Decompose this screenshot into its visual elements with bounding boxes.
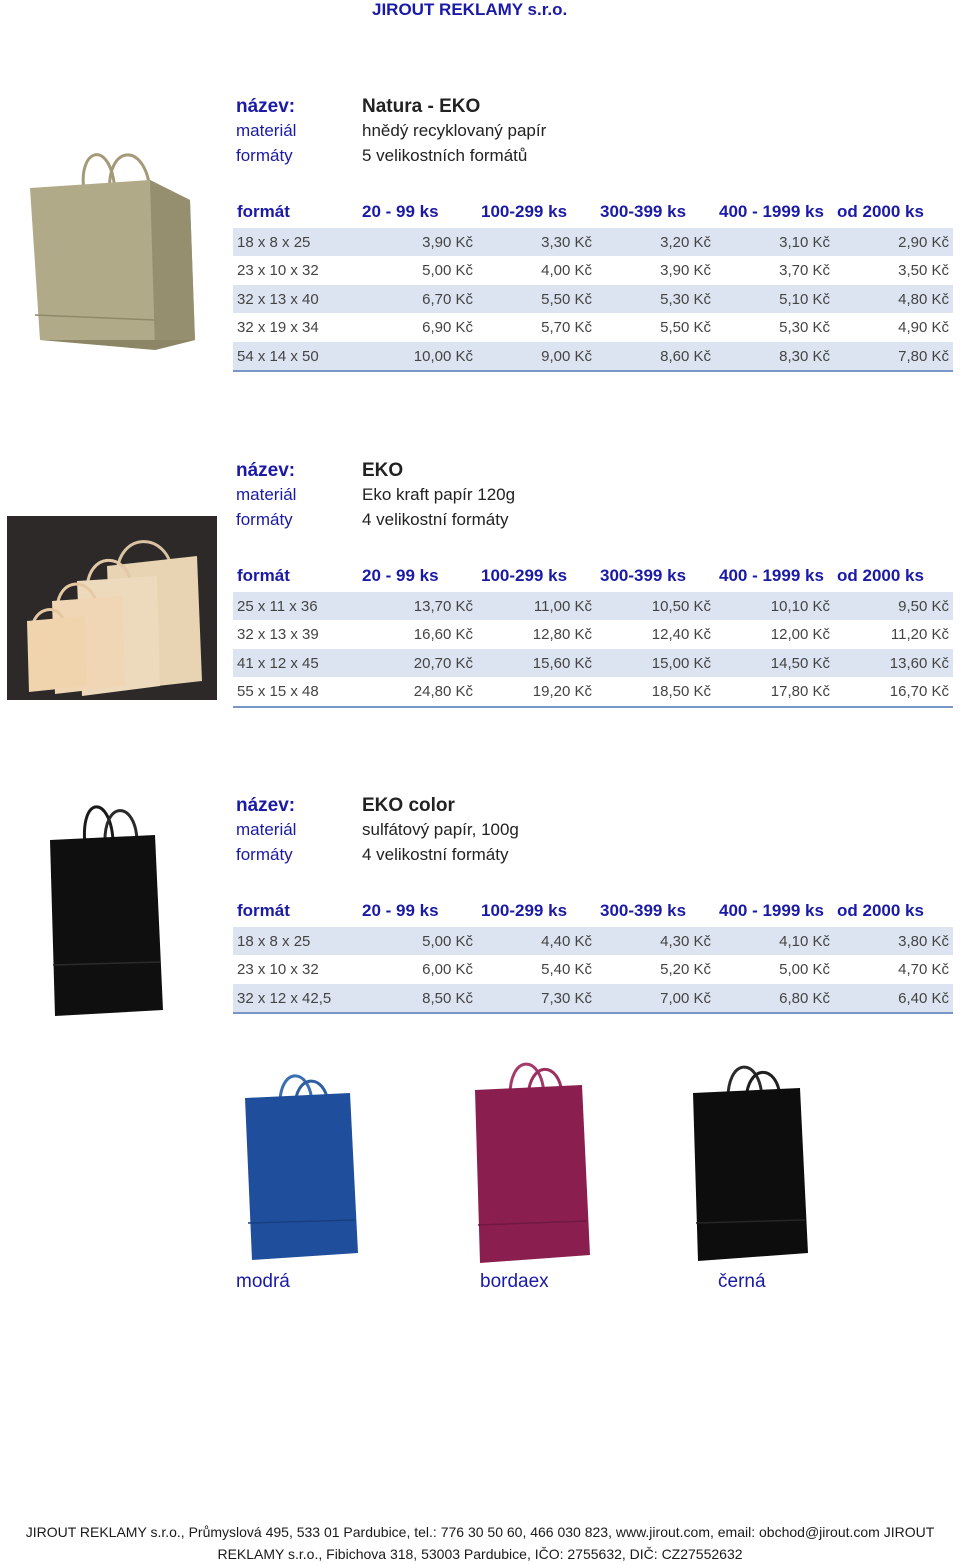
cell-format: 32 x 13 x 39 [237, 626, 319, 643]
cell-price: 8,50 Kč [422, 989, 473, 1007]
cell-price: 5,30 Kč [779, 319, 830, 336]
cell-price: 6,00 Kč [422, 961, 473, 978]
cell-price: 5,00 Kč [422, 932, 473, 950]
info-formats-key: formáty [236, 146, 293, 165]
blue-bag-image [240, 1068, 365, 1263]
cell-price: 3,20 Kč [660, 233, 711, 251]
table-header [233, 563, 953, 592]
info-name-value: EKO color [362, 795, 455, 816]
cell-price: 4,80 Kč [898, 290, 949, 308]
color-label-bordeaux: bordaex [480, 1271, 549, 1292]
cell-price: 14,50 Kč [770, 654, 830, 672]
table-row [233, 256, 953, 285]
table-row [233, 927, 953, 956]
info-material-key: materiál [236, 121, 297, 140]
info-formats-value: 5 velikostních formátů [362, 146, 528, 165]
cell-price: 4,30 Kč [660, 932, 711, 950]
info-name-key: název: [236, 96, 296, 117]
cell-price: 4,90 Kč [898, 319, 949, 336]
table-row [233, 592, 953, 621]
cell-price: 8,60 Kč [660, 347, 711, 365]
cell-price: 5,00 Kč [422, 262, 473, 279]
footer-line-2: REKLAMY s.r.o., Fibichova 318, 53003 Pardubice, IČO: 2755632, DIČ: CZ27552632 [217, 1546, 743, 1562]
col-qty-5: od 2000 ks [837, 566, 924, 585]
cell-price: 15,00 Kč [651, 654, 711, 672]
cell-price: 11,00 Kč [533, 597, 592, 615]
col-qty-4: 400 - 1999 ks [719, 202, 824, 221]
cell-price: 3,90 Kč [422, 233, 473, 251]
table-header [233, 199, 953, 228]
cell-price: 3,10 Kč [779, 233, 830, 251]
cell-price: 18,50 Kč [651, 683, 711, 700]
table-row [233, 677, 953, 708]
cell-price: 6,80 Kč [779, 989, 830, 1007]
cell-format: 54 x 14 x 50 [237, 347, 319, 365]
col-qty-4: 400 - 1999 ks [719, 901, 824, 920]
cell-price: 13,60 Kč [889, 654, 949, 672]
info-material-value: Eko kraft papír 120g [362, 485, 516, 504]
col-format: formát [237, 202, 290, 221]
eko-color-black-bag-image [45, 800, 170, 1018]
col-qty-1: 20 - 99 ks [362, 202, 439, 221]
info-formats-key: formáty [236, 510, 293, 529]
cell-price: 7,80 Kč [898, 347, 949, 365]
cell-price: 6,90 Kč [422, 319, 473, 336]
natura-bag-image [30, 140, 200, 372]
cell-format: 18 x 8 x 25 [237, 233, 311, 251]
color-label-blue: modrá [236, 1271, 290, 1292]
cell-format: 32 x 13 x 40 [237, 290, 319, 308]
table-row [233, 955, 953, 984]
col-qty-1: 20 - 99 ks [362, 901, 439, 920]
cell-price: 10,50 Kč [651, 597, 711, 615]
col-format: formát [237, 566, 290, 585]
table-row [233, 313, 953, 342]
cell-price: 4,10 Kč [779, 932, 830, 950]
table-row [233, 620, 953, 649]
cell-price: 6,40 Kč [898, 989, 949, 1007]
color-label-black: černá [718, 1271, 766, 1292]
cell-price: 16,70 Kč [889, 683, 949, 700]
cell-format: 25 x 11 x 36 [237, 597, 318, 615]
eko-info [236, 460, 656, 535]
cell-price: 3,30 Kč [541, 233, 592, 251]
cell-price: 10,00 Kč [413, 347, 473, 365]
table-header [233, 898, 953, 927]
cell-price: 12,40 Kč [651, 626, 711, 643]
col-qty-2: 100-299 ks [481, 901, 568, 920]
col-qty-4: 400 - 1999 ks [719, 566, 824, 585]
col-qty-1: 20 - 99 ks [362, 566, 439, 585]
cell-format: 23 x 10 x 32 [237, 262, 319, 279]
cell-price: 5,50 Kč [541, 290, 592, 308]
cell-price: 16,60 Kč [413, 626, 473, 643]
info-material-key: materiál [236, 485, 297, 504]
cell-price: 11,20 Kč [890, 626, 949, 643]
col-qty-2: 100-299 ks [481, 566, 568, 585]
info-name-value: EKO [362, 460, 404, 481]
cell-price: 5,10 Kč [779, 290, 830, 308]
table-row [233, 649, 953, 678]
info-formats-value: 4 velikostní formáty [362, 845, 509, 864]
cell-price: 5,20 Kč [660, 961, 711, 978]
cell-price: 7,00 Kč [660, 989, 711, 1007]
cell-price: 4,00 Kč [541, 262, 592, 279]
cell-price: 5,40 Kč [541, 961, 592, 978]
cell-price: 3,50 Kč [898, 262, 949, 279]
cell-price: 5,70 Kč [541, 319, 592, 336]
col-qty-5: od 2000 ks [837, 901, 924, 920]
cell-price: 3,80 Kč [898, 932, 949, 950]
cell-price: 10,10 Kč [770, 597, 830, 615]
col-qty-3: 300-399 ks [600, 202, 687, 221]
col-qty-3: 300-399 ks [600, 566, 687, 585]
cell-price: 7,30 Kč [541, 989, 592, 1007]
cell-price: 3,70 Kč [779, 262, 830, 279]
col-qty-5: od 2000 ks [837, 202, 924, 221]
table-row [233, 285, 953, 314]
cell-format: 23 x 10 x 32 [237, 961, 319, 978]
col-format: formát [237, 901, 290, 920]
cell-price: 12,80 Kč [532, 626, 592, 643]
info-formats-key: formáty [236, 845, 293, 864]
table-row [233, 342, 953, 373]
cell-price: 13,70 Kč [413, 597, 473, 615]
cell-price: 5,50 Kč [660, 319, 711, 336]
eko-bags-image [7, 516, 217, 700]
info-name-key: název: [236, 460, 296, 481]
info-formats-value: 4 velikostní formáty [362, 510, 509, 529]
cell-price: 24,80 Kč [413, 683, 473, 700]
table-row [233, 984, 953, 1015]
company-title: JIROUT REKLAMY s.r.o. [372, 0, 568, 19]
info-name-value: Natura - EKO [362, 96, 481, 117]
cell-format: 32 x 12 x 42,5 [237, 989, 332, 1007]
footer-contact [0, 1521, 960, 1565]
natura-price-table [233, 199, 953, 372]
eko-color-info [236, 795, 656, 870]
cell-price: 12,00 Kč [770, 626, 830, 643]
info-material-key: materiál [236, 820, 297, 839]
cell-price: 4,40 Kč [541, 932, 592, 950]
col-qty-3: 300-399 ks [600, 901, 687, 920]
black-bag-image [688, 1058, 813, 1263]
bordeaux-bag-image [470, 1055, 595, 1265]
cell-price: 4,70 Kč [898, 961, 949, 978]
cell-price: 8,30 Kč [779, 347, 830, 365]
cell-price: 9,50 Kč [898, 597, 949, 615]
cell-format: 18 x 8 x 25 [237, 932, 311, 950]
cell-price: 5,30 Kč [660, 290, 711, 308]
natura-info [236, 96, 656, 171]
cell-price: 15,60 Kč [532, 654, 592, 672]
cell-price: 2,90 Kč [898, 233, 949, 251]
cell-price: 9,00 Kč [541, 347, 592, 365]
cell-price: 5,00 Kč [779, 961, 830, 978]
cell-format: 41 x 12 x 45 [237, 654, 319, 672]
cell-price: 3,90 Kč [660, 262, 711, 279]
info-material-value: hnědý recyklovaný papír [362, 121, 547, 140]
footer-line-1: JIROUT REKLAMY s.r.o., Průmyslová 495, 533 01 Pardubice, tel.: 776 30 50 60, 466 030 823, www.jirout.com, email: obchod@jirout.com JIROUT [25, 1524, 935, 1540]
cell-price: 20,70 Kč [413, 654, 473, 672]
cell-format: 55 x 15 x 48 [237, 683, 319, 700]
info-material-value: sulfátový papír, 100g [362, 820, 519, 839]
info-name-key: název: [236, 795, 296, 816]
cell-price: 17,80 Kč [770, 683, 830, 700]
eko-price-table [233, 563, 953, 708]
cell-format: 32 x 19 x 34 [237, 319, 319, 336]
eko-color-price-table [233, 898, 953, 1014]
table-row [233, 228, 953, 257]
col-qty-2: 100-299 ks [481, 202, 568, 221]
cell-price: 6,70 Kč [422, 290, 473, 308]
cell-price: 19,20 Kč [532, 683, 592, 700]
